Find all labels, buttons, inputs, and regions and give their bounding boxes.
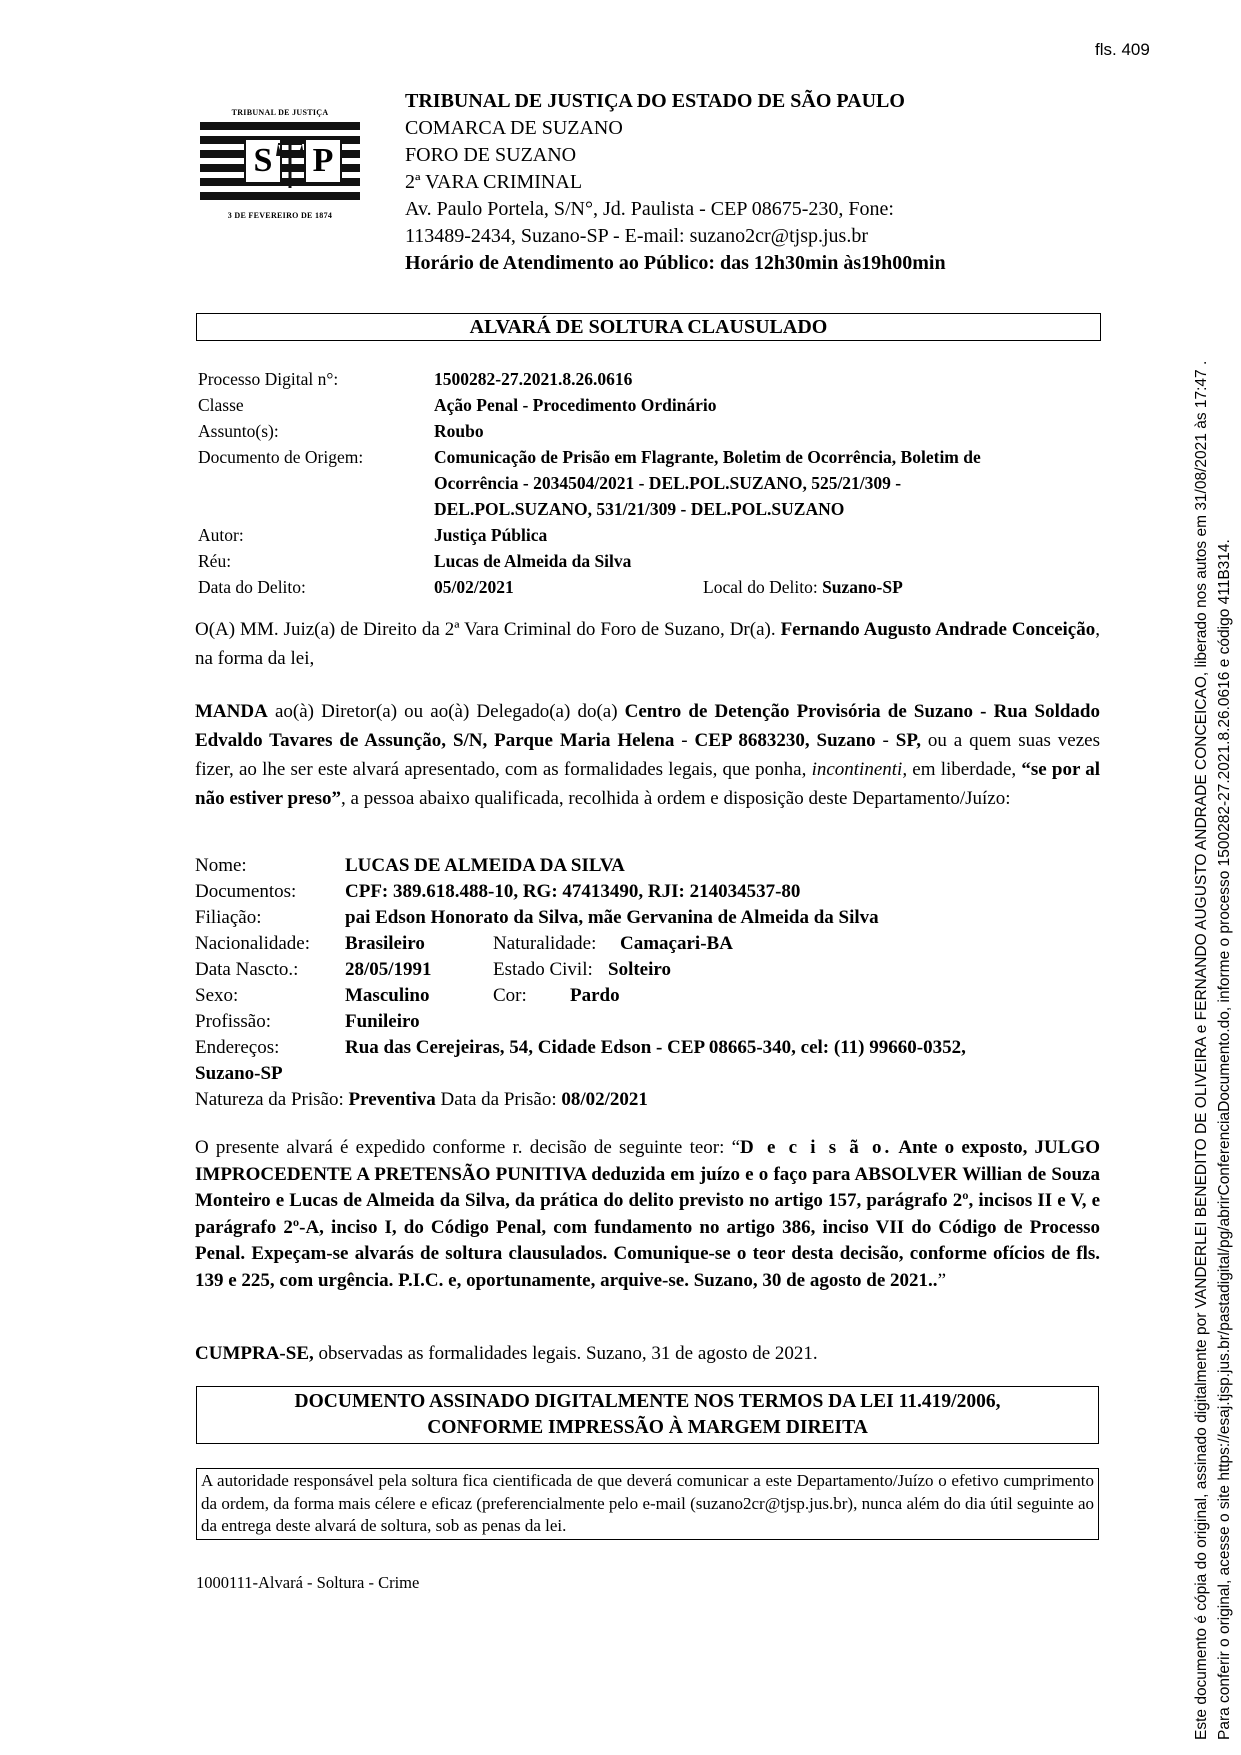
- cumpra-keyword: CUMPRA-SE,: [195, 1343, 314, 1364]
- sexo-value: Masculino: [345, 985, 430, 1006]
- enderecos-city: Suzano-SP: [195, 1063, 283, 1084]
- data-delito-value: 05/02/2021: [434, 577, 514, 597]
- authenticity-margin: [1190, 50, 1236, 1740]
- person-row: [195, 931, 1115, 957]
- court-header: [405, 88, 946, 277]
- natureza-line: [195, 1087, 648, 1113]
- natureza-value: Preventiva: [348, 1089, 436, 1110]
- process-row: [198, 548, 1103, 574]
- release-notice: A autoridade responsável pela soltura fica cientificada de que deverá comunicar a este Departamento/Juízo o efetivo cumprimento da ordem, da forma mais célere e eficaz (preferencialmente pelo e-mail (suzano2cr@tjsp.jus.br), nunca além do dia útil seguinte ao da entrega deste alvará de soltura, sob as penas da lei.: [196, 1468, 1099, 1540]
- assunto-label: Assunto(s):: [198, 421, 279, 441]
- naturalidade-label: Naturalidade:: [493, 933, 597, 954]
- person-row: [195, 1035, 1115, 1061]
- office-hours: Horário de Atendimento ao Público: das 12h30min às19h00min: [405, 252, 946, 274]
- paragraph-text: em liberdade,: [907, 759, 1022, 780]
- logo-letter-p: P: [304, 138, 342, 184]
- detention-unit: Centro de Detenção Provisória de Suzano - Rua Soldado Edvaldo Tavares de Assunção, S/N, Parque Maria Helena: [195, 701, 1100, 751]
- person-row: [195, 905, 1115, 931]
- person-row: [195, 1061, 1115, 1087]
- documento-line: Comunicação de Prisão em Flagrante, Boletim de Ocorrência, Boletim de: [434, 447, 981, 467]
- classe-value: Ação Penal - Procedimento Ordinário: [434, 395, 717, 415]
- digital-signature-notice: [196, 1386, 1099, 1444]
- process-row: [198, 392, 1103, 418]
- logo-letter-s: S: [244, 138, 282, 184]
- preso-clause: “se por al não estiver preso”: [195, 759, 1101, 809]
- filiacao-label: Filiação:: [195, 907, 262, 928]
- autor-value: Justiça Pública: [434, 525, 548, 545]
- documento-line: DEL.POL.SUZANO, 531/21/309 - DEL.POL.SUZANO: [434, 499, 845, 519]
- decision-close-quote: ”: [937, 1269, 946, 1291]
- local-delito: [703, 574, 903, 600]
- paragraph-text: O(A) MM. Juiz(a) de Direito da 2ª Vara Criminal do Foro de Suzano, Dr(a).: [195, 619, 781, 640]
- documento-origem-value: [434, 444, 1103, 522]
- address-line-1: Av. Paulo Portela, S/N°, Jd. Paulista - CEP 08675-230, Fone:: [405, 198, 894, 220]
- judge-paragraph: [195, 615, 1100, 673]
- paragraph-text: -: [674, 730, 695, 751]
- paragraph-text: ao(à) Diretor(a) ou ao(à) Delegado(a) do(a): [267, 701, 625, 722]
- incontinenti-term: incontinenti,: [811, 759, 908, 780]
- process-row: [198, 574, 1103, 600]
- comarca: COMARCA DE SUZANO: [405, 117, 623, 139]
- nascimento-label: Data Nascto.:: [195, 959, 299, 980]
- naturalidade-value: Camaçari-BA: [620, 933, 733, 954]
- process-info: [198, 366, 1103, 600]
- nacionalidade-label: Nacionalidade:: [195, 933, 311, 954]
- process-number: 1500282-27.2021.8.26.0616: [434, 369, 633, 389]
- reu-value: Lucas de Almeida da Silva: [434, 551, 632, 571]
- person-row: [195, 853, 1115, 879]
- person-row: [195, 983, 1115, 1009]
- process-row: [198, 366, 1103, 392]
- manda-keyword: MANDA: [195, 701, 268, 722]
- cumpra-text: observadas as formalidades legais. Suzano, 31 de agosto de 2021.: [313, 1343, 818, 1364]
- local-delito-label: Local do Delito:: [703, 577, 818, 597]
- detention-state: SP,: [895, 730, 921, 751]
- judge-name: Fernando Augusto Andrade Conceição: [780, 619, 1096, 640]
- margin-line: Para conferir o original, acesse o site https://esaj.tjsp.jus.br/pastadigital/pg/abrirConferenciaDocumento.do, informe o processo 1500282-27.2021.8.26.0616 e código 411B314.: [1216, 539, 1233, 1740]
- address-line-2: 113489-2434, Suzano-SP - E-mail: suzano2cr@tjsp.jus.br: [405, 225, 868, 247]
- court-name: TRIBUNAL DE JUSTIÇA DO ESTADO DE SÃO PAULO: [405, 90, 905, 112]
- person-row: [195, 879, 1115, 905]
- documento-line: Ocorrência - 2034504/2021 - DEL.POL.SUZANO, 525/21/309 -: [434, 473, 902, 493]
- process-number-label: Processo Digital n°:: [198, 369, 339, 389]
- nacionalidade-value: Brasileiro: [345, 933, 425, 954]
- process-row: [198, 444, 1103, 522]
- page-number: fls. 409: [1095, 40, 1150, 59]
- logo-stripe: [200, 122, 360, 130]
- reu-label: Réu:: [198, 551, 232, 571]
- margin-line: Este documento é cópia do original, assinado digitalmente por VANDERLEI BENEDITO DE OLIVEIRA e FERNANDO AUGUSTO ANDRADE CONCEICAO, liberado nos autos em 31/08/2021 às 17:47 .: [1193, 360, 1210, 1740]
- nome-value: LUCAS DE ALMEIDA DA SILVA: [345, 855, 625, 876]
- paragraph-text: -: [875, 730, 896, 751]
- classe-label: Classe: [198, 395, 244, 415]
- documento-origem-label: Documento de Origem:: [198, 447, 364, 467]
- estado-civil-label: Estado Civil:: [493, 959, 593, 980]
- natureza-label: Natureza da Prisão:: [195, 1089, 344, 1110]
- detention-cep: CEP 8683230, Suzano: [694, 730, 876, 751]
- enderecos-value: Rua das Cerejeiras, 54, Cidade Edson - CEP 08665-340, cel: (11) 99660-0352,: [345, 1037, 966, 1058]
- paragraph-text: , a pessoa abaixo qualificada, recolhida à ordem e disposição deste Departamento/Juízo:: [341, 788, 1011, 809]
- order-paragraph: [195, 697, 1100, 813]
- documentos-label: Documentos:: [195, 881, 297, 902]
- paragraph-text: ou a quem suas vezes fizer, ao lhe ser este alvará apresentado, com as formalidades legais, que ponha,: [195, 730, 1101, 780]
- profissao-value: Funileiro: [345, 1011, 420, 1032]
- data-delito-label: Data do Delito:: [198, 577, 306, 597]
- autor-label: Autor:: [198, 525, 244, 545]
- logo-caption-bottom: 3 DE FEVEREIRO DE 1874: [227, 211, 333, 220]
- nome-label: Nome:: [195, 855, 247, 876]
- enderecos-label: Endereços:: [195, 1037, 280, 1058]
- data-prisao-value: 08/02/2021: [561, 1089, 648, 1110]
- cumpra-se-line: [195, 1343, 818, 1365]
- assunto-value: Roubo: [434, 421, 484, 441]
- local-delito-value: Suzano-SP: [822, 577, 903, 597]
- process-row: [198, 418, 1103, 444]
- filiacao-value: pai Edson Honorato da Silva, mãe Gervanina de Almeida da Silva: [345, 907, 879, 928]
- signature-line: DOCUMENTO ASSINADO DIGITALMENTE NOS TERMOS DA LEI 11.419/2006,: [294, 1391, 1001, 1412]
- tjsp-logo: [200, 108, 360, 223]
- process-row: [198, 522, 1103, 548]
- foro: FORO DE SUZANO: [405, 144, 577, 166]
- decision-intro: O presente alvará é expedido conforme r. decisão de seguinte teor: “: [195, 1137, 741, 1158]
- logo-stripe: [200, 192, 360, 200]
- document-title: ALVARÁ DE SOLTURA CLAUSULADO: [196, 313, 1101, 341]
- documentos-value: CPF: 389.618.488-10, RG: 47413490, RJI: 214034537-80: [345, 881, 801, 902]
- person-identification: [195, 853, 1115, 1113]
- decision-paragraph: [195, 1135, 1100, 1294]
- decision-keyword: D e c i s ã o.: [740, 1137, 893, 1158]
- scales-icon: [276, 134, 304, 190]
- cor-label: Cor:: [493, 985, 527, 1006]
- vara: 2ª VARA CRIMINAL: [405, 171, 583, 193]
- profissao-label: Profissão:: [195, 1011, 271, 1032]
- sexo-label: Sexo:: [195, 985, 239, 1006]
- person-row: [195, 957, 1115, 983]
- document-footer: 1000111-Alvará - Soltura - Crime: [196, 1573, 420, 1592]
- person-row: [195, 1087, 1115, 1113]
- data-prisao-label: Data da Prisão:: [440, 1089, 557, 1110]
- cor-value: Pardo: [570, 985, 620, 1006]
- logo-caption-top: TRIBUNAL DE JUSTIÇA: [231, 108, 329, 117]
- estado-civil-value: Solteiro: [608, 959, 671, 980]
- signature-line: CONFORME IMPRESSÃO À MARGEM DIREITA: [427, 1417, 868, 1438]
- person-row: [195, 1009, 1115, 1035]
- paragraph-text: , na forma da lei,: [195, 619, 1100, 669]
- nascimento-value: 28/05/1991: [345, 959, 432, 980]
- decision-body: Ante o exposto, JULGO IMPROCEDENTE A PRETENSÃO PUNITIVA deduzida em juízo e o faço para ABSOLVER Willian de Souza Monteiro e Lucas de Almeida da Silva, da prática do delito previsto no artigo 157, parágrafo 2º, incisos II e V, e parágrafo 2º-A, inciso I, do Código Penal, com fundamento no artigo 386, inciso VII do Código de Processo Penal. Expeçam-se alvarás de soltura clausulados. Comunique-se o teor desta decisão, conforme ofícios de fls. 139 e 225, com urgência. P.I.C. e, oportunamente, arquive-se. Suzano, 30 de agosto de 2021..: [195, 1137, 1100, 1291]
